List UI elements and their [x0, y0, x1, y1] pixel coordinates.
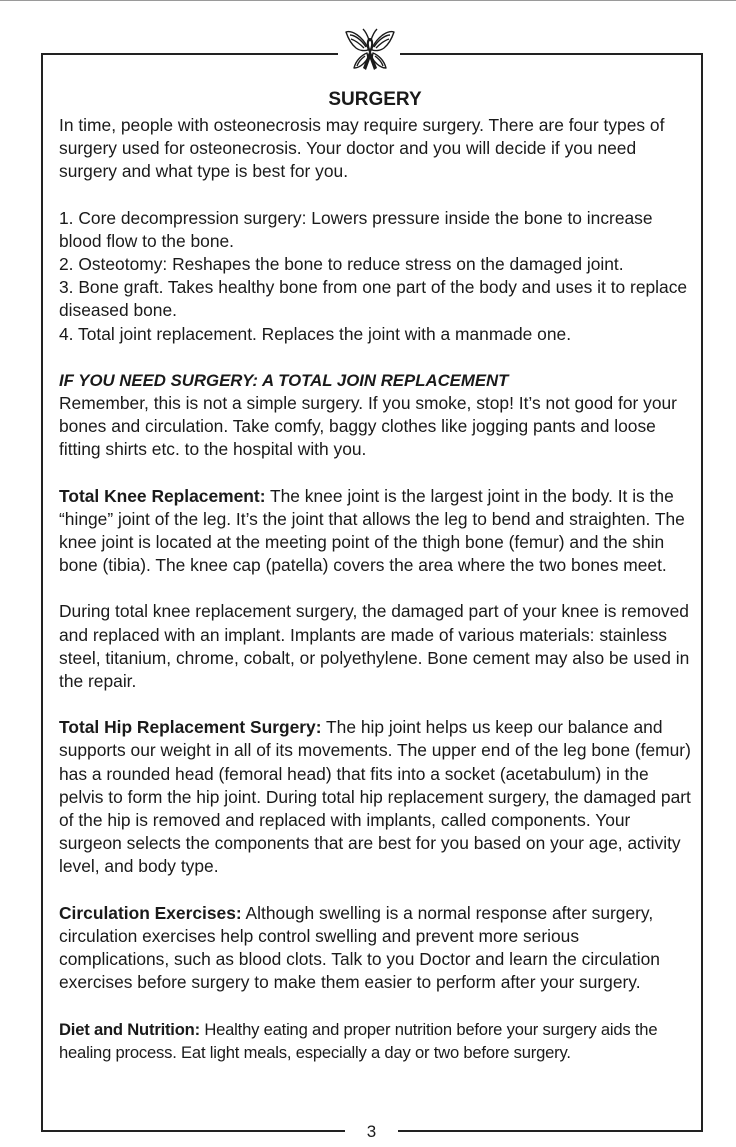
replacement-heading: IF YOU NEED SURGERY: A TOTAL JOIN REPLACEMENT: [59, 370, 509, 390]
butterfly-ribbon-icon: [342, 26, 398, 78]
frame-right-border: [701, 53, 703, 1132]
knee-text: The knee joint is the largest joint in the body. It is the “hinge” joint of the leg. It’s the joint that allows the leg to bend and straighten. The knee joint is located at the meeting point of the thigh bone (femur) and the shin bone (tibia). The knee cap (patella) covers the area where the two bones meet.: [59, 485, 685, 576]
surgery-type-item: 2. Osteotomy: Reshapes the bone to reduce stress on the damaged joint.: [59, 254, 624, 275]
frame-bottom-right-border: [398, 1130, 703, 1132]
surgery-types-list: [59, 207, 691, 346]
frame-left-border: [41, 53, 43, 1132]
surgery-type-item: 1. Core decompression surgery: Lowers pressure inside the bone to increase blood flow to the bone.: [59, 207, 653, 251]
frame-top-right-border: [400, 53, 703, 55]
frame-bottom-left-border: [41, 1130, 345, 1132]
diet-text: Healthy eating and proper nutrition before your surgery aids the healing process. Eat light meals, especially a day or two before surgery.: [59, 1019, 658, 1062]
knee-label: Total Knee Replacement:: [59, 485, 266, 506]
knee-surgery-paragraph: During total knee replacement surgery, the damaged part of your knee is removed and replaced with an implant. Implants are made of various materials: stainless steel, titanium, chrome, cobalt, or polyethylene. Bone cement may also be used in the repair.: [59, 601, 690, 692]
knee-paragraph: [59, 485, 691, 578]
frame-top-left-border: [41, 53, 338, 55]
hip-label: Total Hip Replacement Surgery:: [59, 717, 322, 738]
replacement-paragraph: Remember, this is not a simple surgery. If you smoke, stop! It’s not good for your bones and circulation. Take comfy, baggy clothes like jogging pants and loose fitting shirts etc. to the hospital with you.: [59, 393, 677, 460]
diet-paragraph: [59, 1018, 691, 1064]
top-edge-rule: [0, 0, 736, 1]
page-title: SURGERY: [328, 89, 422, 110]
hip-text: The hip joint helps us keep our balance and supports our weight in all of its movements. The upper end of the leg bone (femur) has a rounded head (femoral head) that fits into a socket (acetabulum) in the pelvis to form the hip joint. During total hip replacement surgery, the damaged part of the hip is removed and replaced with implants, called components. Your surgeon selects the components that are best for you based on your age, activity level, and body type.: [59, 717, 691, 877]
surgery-type-item: 3. Bone graft. Takes healthy bone from one part of the body and uses it to replace diseased bone.: [59, 277, 688, 321]
intro-paragraph: In time, people with osteonecrosis may require surgery. There are four types of surgery used for osteonecrosis. Your doctor and you will decide if you need surgery and what type is best for you.: [59, 115, 665, 182]
diet-label: Diet and Nutrition:: [59, 1019, 200, 1039]
page-number: 3: [366, 1122, 377, 1141]
circulation-text: Although swelling is a normal response after surgery, circulation exercises help control swelling and prevent more serious complications, such as blood clots. Talk to you Doctor and learn the circulation exercises before surgery to make them easier to perform after your surgery.: [59, 902, 660, 993]
page-content: [59, 88, 691, 1064]
hip-paragraph: [59, 716, 691, 878]
surgery-type-item: 4. Total joint replacement. Replaces the joint with a manmade one.: [59, 323, 572, 344]
circulation-paragraph: [59, 902, 691, 995]
circulation-label: Circulation Exercises:: [59, 902, 242, 923]
